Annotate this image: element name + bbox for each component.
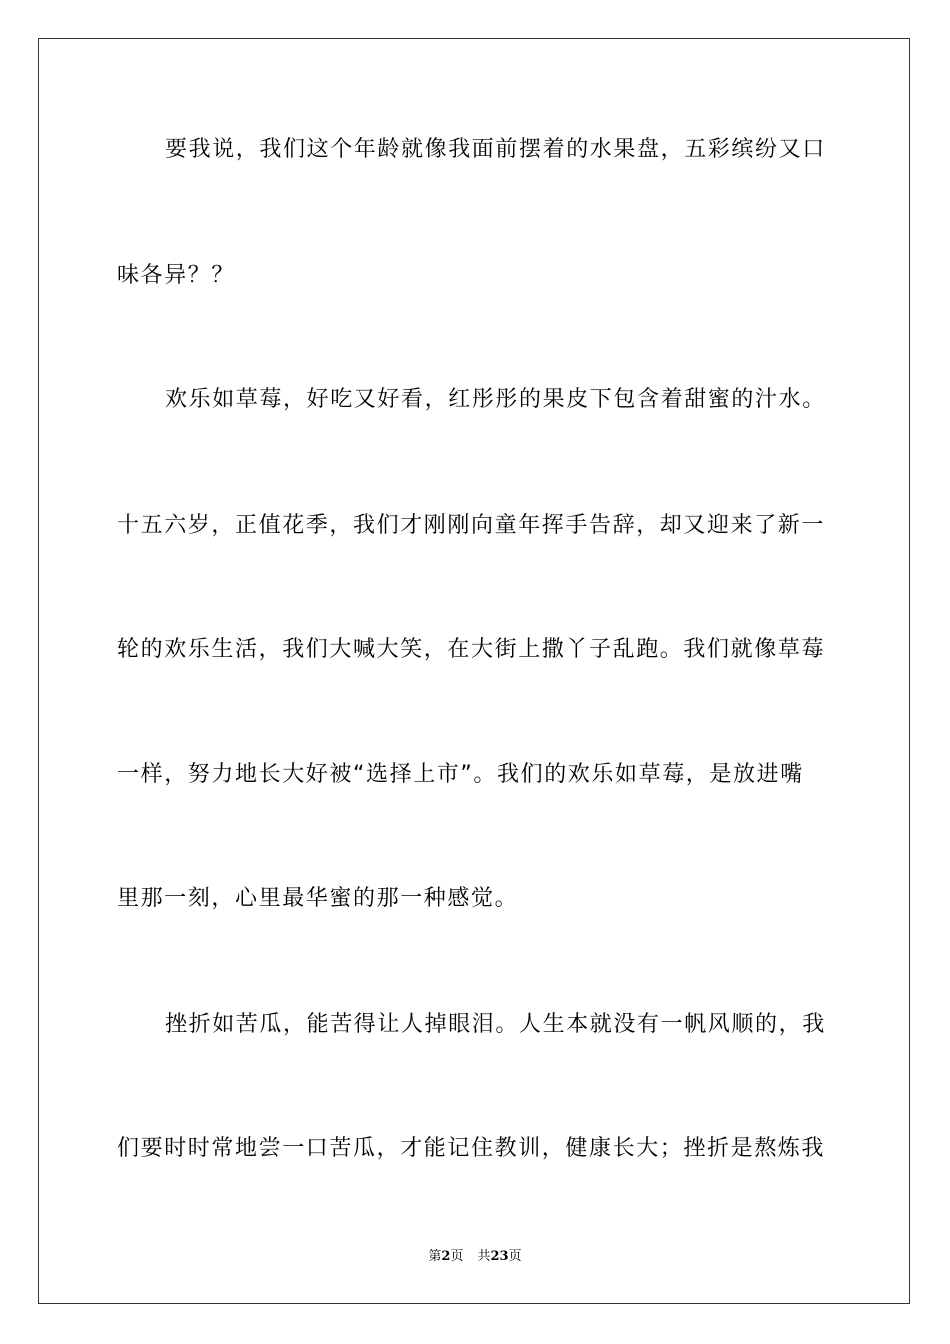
total-suffix: 页 [508, 1249, 522, 1264]
paragraph-line: 们要时时常地尝一口苦瓜，才能记住教训，健康长大；挫折是熬炼我 [117, 1136, 826, 1161]
paragraph-line: 十五六岁，正值花季，我们才刚刚向童年挥手告辞，却又迎来了新一 [117, 513, 826, 538]
page-border [38, 38, 910, 1304]
paragraph-line: 要我说，我们这个年龄就像我面前摆着的水果盘，五彩缤纷又口 [165, 137, 826, 162]
page-footer [0, 1248, 950, 1266]
page-suffix: 页 [450, 1249, 464, 1264]
page-prefix: 第 [428, 1249, 442, 1264]
total-prefix: 共 [477, 1249, 491, 1264]
paragraph-line: 欢乐如草莓，好吃又好看，红彤彤的果皮下包含着甜蜜的汁水。 [165, 387, 826, 412]
paragraph-line: 味各异？？ [117, 263, 236, 288]
paragraph-line: 里那一刻，心里最华蜜的那一种感觉。 [117, 886, 519, 911]
total-pages: 23 [490, 1249, 509, 1264]
page-number: 2 [441, 1249, 451, 1264]
paragraph-line: 挫折如苦瓜，能苦得让人掉眼泪。人生本就没有一帆风顺的，我 [165, 1012, 826, 1037]
paragraph-line: 一样，努力地长大好被“选择上市”。我们的欢乐如草莓，是放进嘴 [117, 762, 804, 787]
paragraph-line: 轮的欢乐生活，我们大喊大笑，在大街上撒丫子乱跑。我们就像草莓 [117, 637, 826, 662]
